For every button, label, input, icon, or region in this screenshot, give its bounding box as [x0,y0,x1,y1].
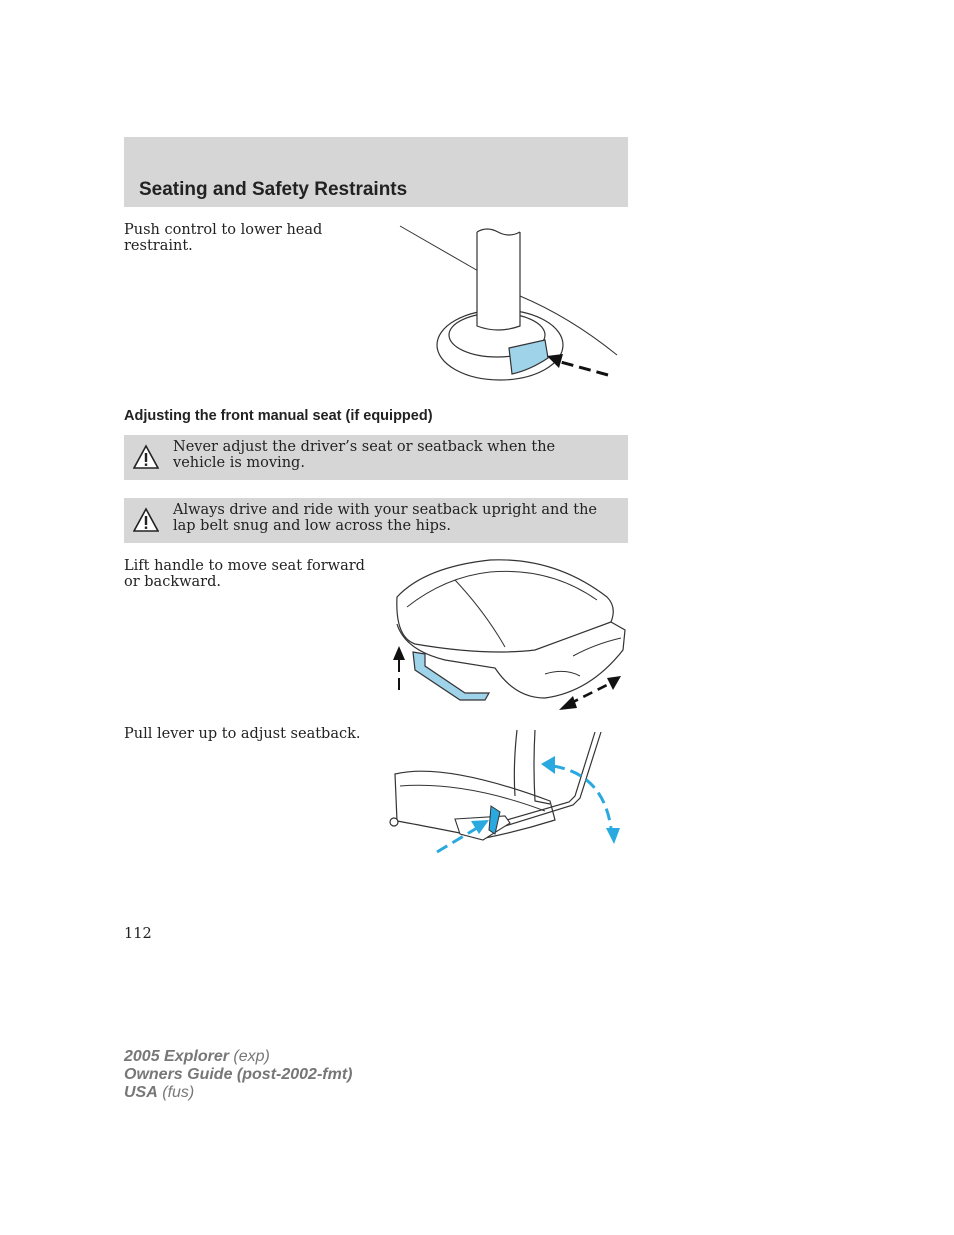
warning-triangle-icon [133,444,159,470]
section-heading: Adjusting the front manual seat (if equipped) [124,408,433,424]
footer-line-1: 2005 Explorer (exp) [124,1048,270,1065]
seat-handle-instruction: Lift handle to move seat forward or backward. [124,558,365,590]
seatback-adjust-illustration [385,726,630,856]
section-header [124,137,628,207]
warning-triangle-icon [133,507,159,533]
head-restraint-illustration [395,222,625,387]
arrow-icon [559,696,577,710]
seat-adjust-illustration [385,552,630,717]
arrow-icon [606,828,620,844]
document-footer [124,1048,352,1102]
footer-line-3: USA (fus) [124,1084,195,1101]
warning-text: Always drive and ride with your seatback upright and the lap belt snug and low across the hips. [173,502,597,534]
footer-line-2: Owners Guide (post-2002-fmt) [124,1066,353,1083]
page-number: 112 [124,926,152,942]
arrow-icon [541,756,555,774]
seatback-instruction: Pull lever up to adjust seatback. [124,726,361,742]
head-restraint-instruction: Push control to lower head restraint. [124,222,323,254]
page-title: Seating and Safety Restraints [139,179,408,200]
arrow-up-icon [393,646,405,660]
warning-box [124,498,628,543]
arrow-icon [607,676,621,690]
seat-handle [413,652,489,700]
warning-box [124,435,628,480]
warning-text: Never adjust the driver’s seat or seatback when the vehicle is moving. [173,439,556,471]
